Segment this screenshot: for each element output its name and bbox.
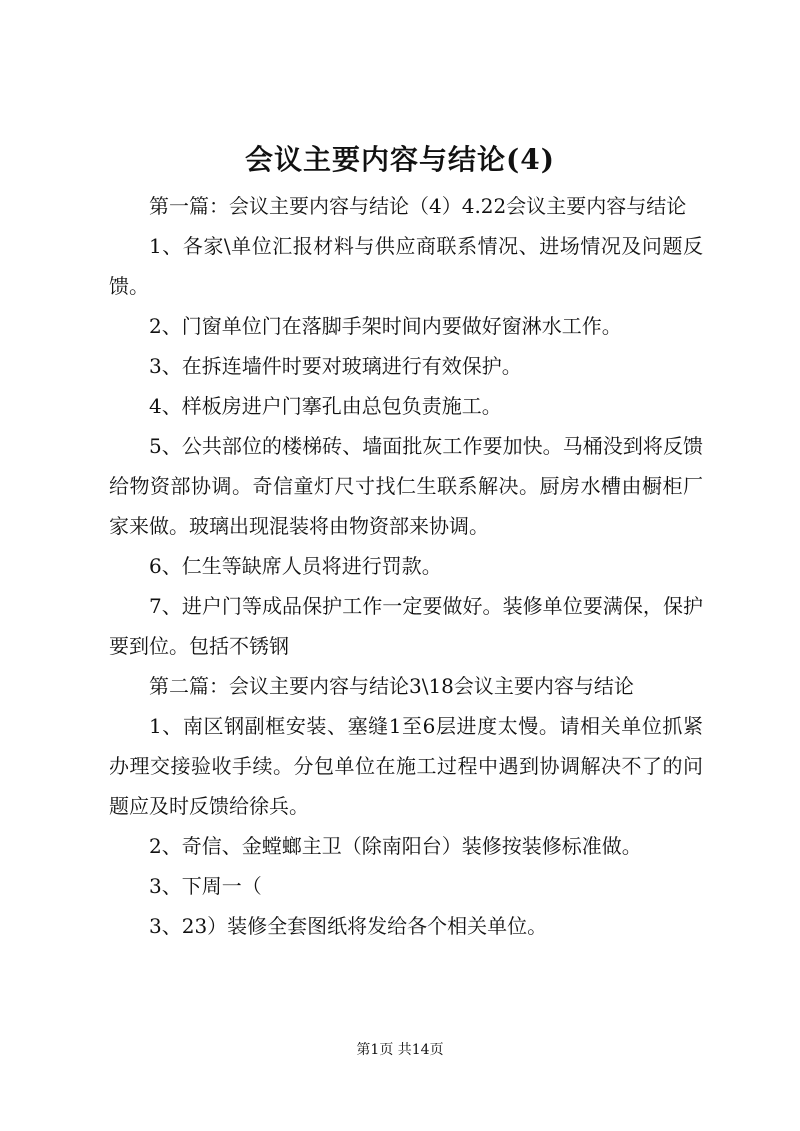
paragraph-item-4: 4、样板房进户门搴孔由总包负责施工。 [149, 394, 502, 418]
paragraph-item-7: 7、进户门等成品保护工作一定要做好。装修单位要满保，保护要到位。包括不锈钢 [109, 594, 703, 658]
paragraph-item-6: 6、仁生等缺席人员将进行罚款。 [149, 554, 442, 578]
paragraph-item-2: 2、门窗单位门在落脚手架时间内要做好窗淋水工作。 [149, 314, 622, 338]
page-footer: 第1页 共14页 [356, 1042, 444, 1058]
paragraph-item-3: 3、在拆连墙件时要对玻璃进行有效保护。 [149, 354, 522, 378]
document-body [109, 186, 703, 946]
paragraph-item-11: 3、23）装修全套图纸将发给各个相关单位。 [149, 914, 548, 938]
document-title: 会议主要内容与结论(4) [245, 143, 555, 176]
section-heading-2: 第二篇：会议主要内容与结论3\18会议主要内容与结论 [149, 674, 634, 698]
paragraph-item-1: 1、各家\单位汇报材料与供应商联系情况、进场情况及问题反馈。 [109, 234, 703, 298]
paragraph-item-9: 2、奇信、金螳螂主卫（除南阳台）装修按装修标准做。 [149, 834, 642, 858]
paragraph-item-8: 1、南区钢副框安装、塞缝1至6层进度太慢。请相关单位抓紧办理交接验收手续。分包单位在施工过程中遇到协调解决不了的问题应及时反馈给徐兵。 [109, 714, 703, 818]
paragraph-item-5: 5、公共部位的楼梯砖、墙面批灰工作要加快。马桶没到将反馈给物资部协调。奇信童灯尺寸找仁生联系解决。厨房水槽由橱柜厂家来做。玻璃出现混装将由物资部来协调。 [109, 434, 703, 538]
section-heading-1: 第一篇：会议主要内容与结论（4）4.22会议主要内容与结论 [149, 194, 687, 218]
paragraph-item-10: 3、下周一（ [149, 874, 262, 898]
